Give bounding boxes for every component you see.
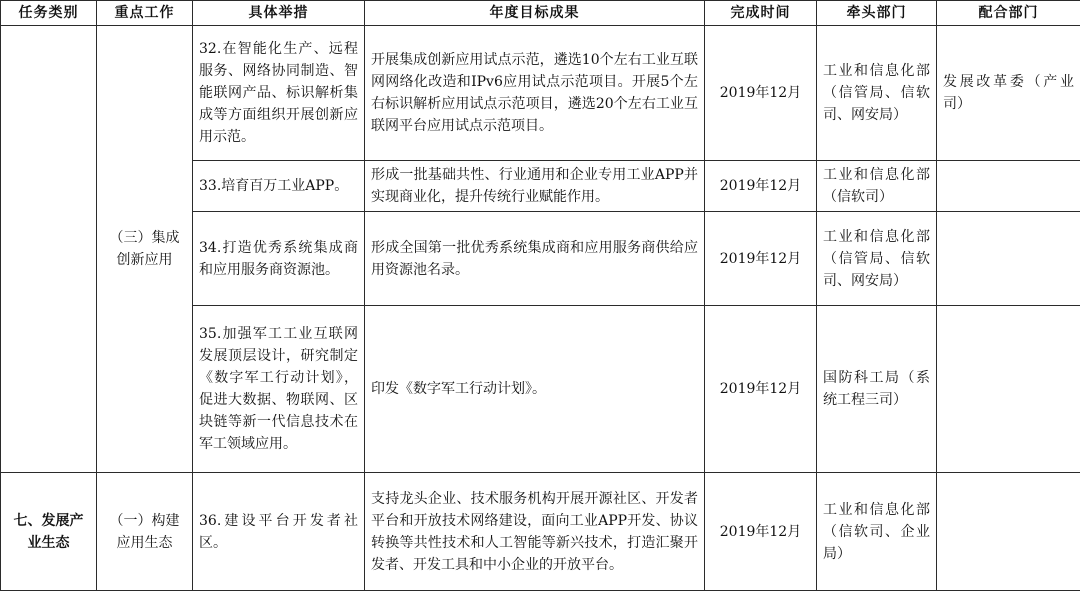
lead-cell: 工业和信息化部（信软司、企业局） <box>817 473 937 591</box>
table-row <box>1 26 1080 161</box>
time-cell: 2019年12月 <box>705 26 817 161</box>
header-measure: 具体举措 <box>193 1 365 26</box>
header-time: 完成时间 <box>705 1 817 26</box>
goal-cell: 开展集成创新应用试点示范，遴选10个左右工业互联网网络化改造和IPv6应用试点示范项目。开展5个左右标识解析应用试点示范项目，遴选20个左右工业互联网平台应用试点示范项目。 <box>365 26 705 161</box>
coop-cell <box>937 161 1080 212</box>
measure-cell: 34.打造优秀系统集成商和应用服务商资源池。 <box>193 212 365 306</box>
measure-cell: 35.加强军工工业互联网发展顶层设计，研究制定《数字军工行动计划》，促进大数据、物联网、区块链等新一代信息技术在军工领域应用。 <box>193 306 365 473</box>
header-lead: 牵头部门 <box>817 1 937 26</box>
header-key-work: 重点工作 <box>97 1 193 26</box>
time-cell: 2019年12月 <box>705 212 817 306</box>
key-work-cell: （三）集成创新应用 <box>97 26 193 473</box>
time-cell: 2019年12月 <box>705 473 817 591</box>
goal-cell: 支持龙头企业、技术服务机构开展开源社区、开发者平台和开放技术网络建设，面向工业APP开发、协议转换等共性技术和人工智能等新兴技术，打造汇聚开发者、开发工具和中小企业的开放平台。 <box>365 473 705 591</box>
lead-cell: 工业和信息化部（信软司） <box>817 161 937 212</box>
header-row <box>1 1 1080 26</box>
goal-cell: 形成全国第一批优秀系统集成商和应用服务商供给应用资源池名录。 <box>365 212 705 306</box>
header-coop: 配合部门 <box>937 1 1080 26</box>
lead-cell: 工业和信息化部（信管局、信软司、网安局） <box>817 212 937 306</box>
goal-cell: 形成一批基础共性、行业通用和企业专用工业APP并实现商业化，提升传统行业赋能作用。 <box>365 161 705 212</box>
coop-cell <box>937 473 1080 591</box>
lead-cell: 工业和信息化部（信管局、信软司、网安局） <box>817 26 937 161</box>
coop-cell <box>937 306 1080 473</box>
key-work-cell: （一）构建应用生态 <box>97 473 193 591</box>
category-cell: 七、发展产业生态 <box>1 473 97 591</box>
header-goal: 年度目标成果 <box>365 1 705 26</box>
category-cell <box>1 26 97 473</box>
lead-cell: 国防科工局（系统工程三司） <box>817 306 937 473</box>
table-row <box>1 473 1080 591</box>
time-cell: 2019年12月 <box>705 306 817 473</box>
coop-cell: 发展改革委（产业司） <box>937 26 1080 161</box>
measure-cell: 36.建设平台开发者社区。 <box>193 473 365 591</box>
coop-cell <box>937 212 1080 306</box>
time-cell: 2019年12月 <box>705 161 817 212</box>
measure-cell: 33.培育百万工业APP。 <box>193 161 365 212</box>
goal-cell: 印发《数字军工行动计划》。 <box>365 306 705 473</box>
header-category: 任务类别 <box>1 1 97 26</box>
measure-cell: 32.在智能化生产、远程服务、网络协同制造、智能联网产品、标识解析集成等方面组织开展创新应用示范。 <box>193 26 365 161</box>
